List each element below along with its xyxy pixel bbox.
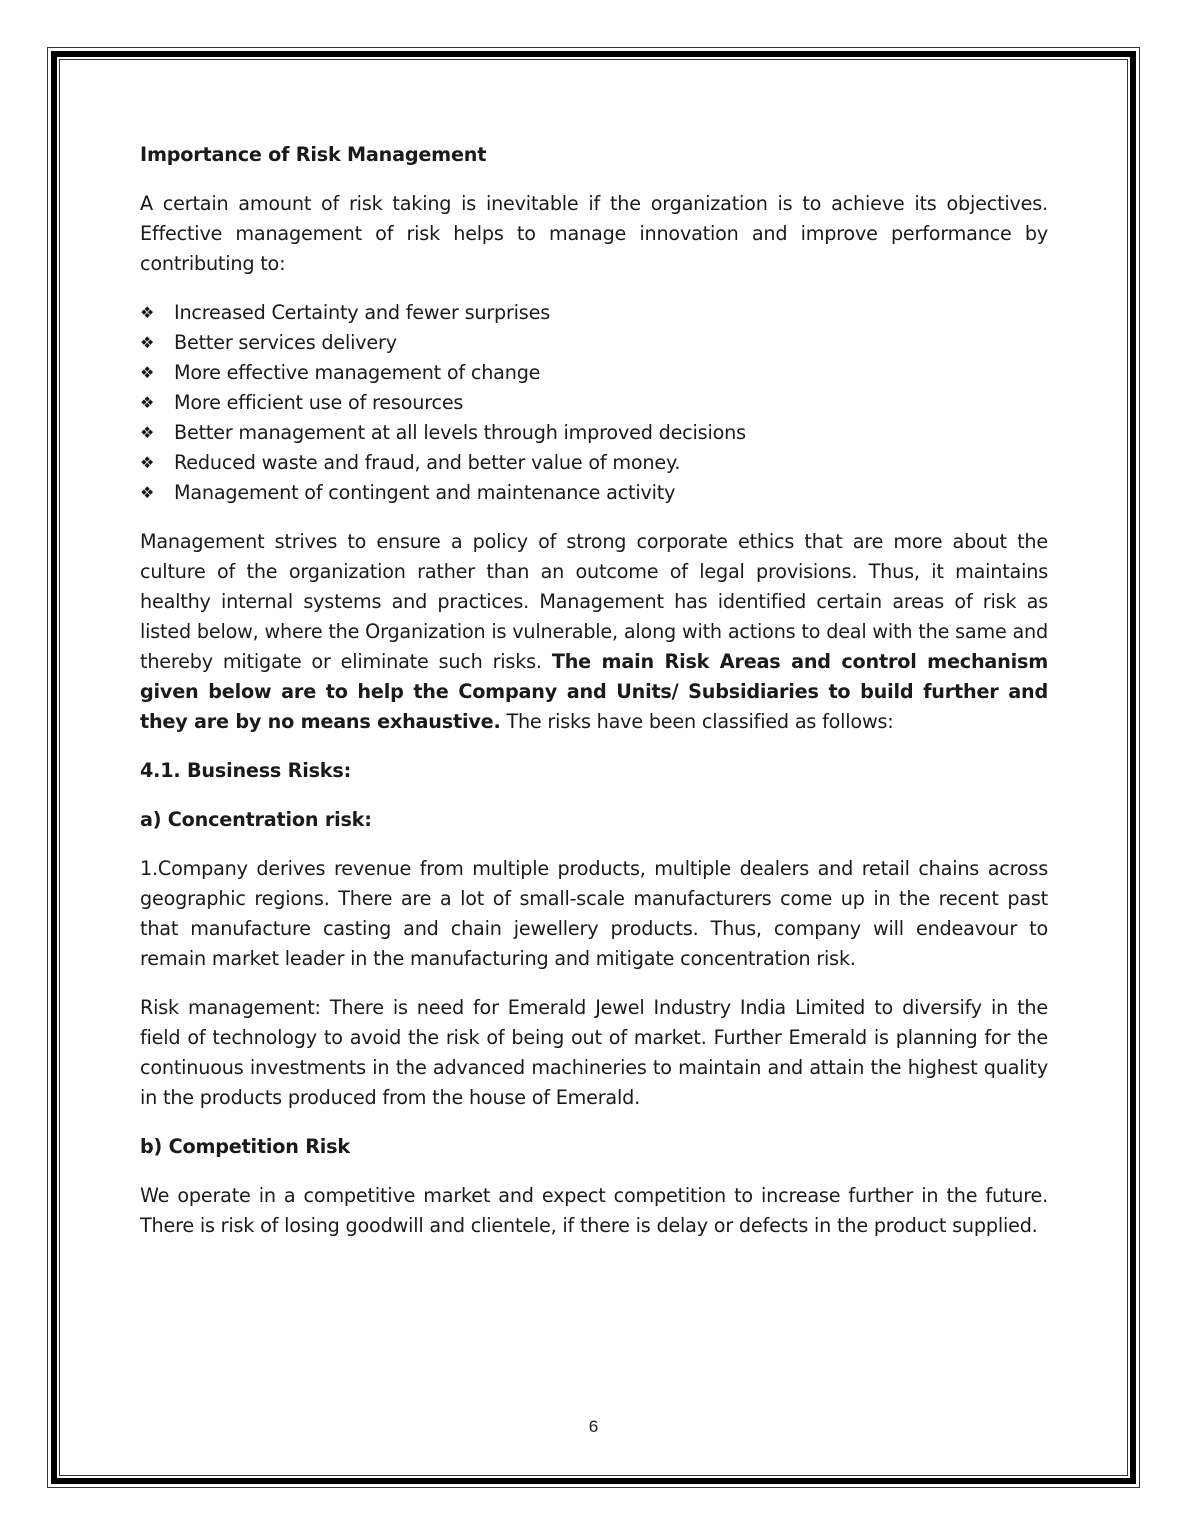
concentration-risk-heading: a) Concentration risk: [140, 808, 372, 831]
risk-management-paragraph: Risk management: There is need for Emerald Jewel Industry India Limited to diversify in the field of technology to avoid the risk of being out of market. Further Emerald is planning for the continuous investments in the advanced machineries to maintain and attain the highest quality in the products produced from the house of Emerald. [140, 996, 1048, 1109]
four-diamond-bullet-icon: ❖ [140, 483, 155, 502]
policy-paragraph: Management strives to ensure a policy of strong corporate ethics that are more about the culture of the organization rather than an outcome of legal provisions. Thus, it maintains healthy internal systems and practices. Management has identified certain areas of risk as listed below, where the Organization is vulnerable, along with actions to deal with the same and thereby mitigate or eliminate such risks. The main Risk Areas and control mechanism given below are to help the Company and Units/ Subsidiaries to build further and they are by no means exhaustive. The risks have been classified as follows: [140, 530, 1048, 733]
four-diamond-bullet-icon: ❖ [140, 393, 155, 412]
list-item: ❖ Management of contingent and maintenance activity [140, 478, 1048, 508]
four-diamond-bullet-icon: ❖ [140, 423, 155, 442]
competition-risk-paragraph: We operate in a competitive market and expect competition to increase further in the future. There is risk of losing goodwill and clientele, if there is delay or defects in the product supplied. [140, 1184, 1048, 1237]
business-risks-heading: 4.1. Business Risks: [140, 759, 352, 782]
intro-paragraph: A certain amount of risk taking is inevitable if the organization is to achieve its objectives. Effective management of risk helps to manage innovation and improve performance by contributing to: [140, 192, 1048, 275]
four-diamond-bullet-icon: ❖ [140, 453, 155, 472]
list-item: ❖ More efficient use of resources [140, 388, 1048, 418]
section-title: Importance of Risk Management [140, 143, 487, 166]
list-item: ❖ Reduced waste and fraud, and better value of money. [140, 448, 1048, 478]
list-item: ❖ Better services delivery [140, 328, 1048, 358]
four-diamond-bullet-icon: ❖ [140, 363, 155, 382]
four-diamond-bullet-icon: ❖ [140, 303, 155, 322]
four-diamond-bullet-icon: ❖ [140, 333, 155, 352]
benefits-list [140, 298, 1048, 508]
competition-risk-heading: b) Competition Risk [140, 1135, 350, 1158]
list-item: ❖ More effective management of change [140, 358, 1048, 388]
policy-emphasis: The main Risk Areas and control mechanism given below are to help the Company and Units/ Subsidiaries to build further and they are by no means exhaustive. [140, 650, 1048, 733]
list-item: ❖ Better management at all levels through improved decisions [140, 418, 1048, 448]
page-number: 6 [588, 1417, 599, 1436]
concentration-risk-paragraph: 1.Company derives revenue from multiple products, multiple dealers and retail chains across geographic regions. There are a lot of small-scale manufacturers come up in the recent past that manufacture casting and chain jewellery products. Thus, company will endeavour to remain market leader in the manufacturing and mitigate concentration risk. [140, 857, 1048, 970]
list-item: ❖ Increased Certainty and fewer surprises [140, 298, 1048, 328]
page-content [140, 140, 1048, 1241]
